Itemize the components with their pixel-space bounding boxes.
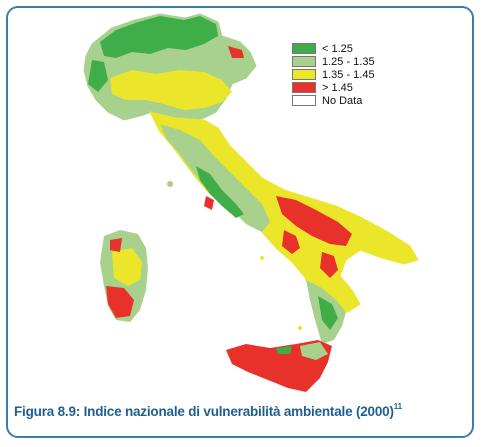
legend-label: No Data (322, 94, 363, 107)
caption-footnote: 11 (393, 402, 402, 411)
map-island-elba (167, 181, 173, 187)
legend-item (292, 81, 402, 94)
map-island-eolie (298, 326, 302, 330)
legend-item (292, 94, 402, 107)
map-island-capri (260, 256, 264, 260)
legend-swatch (292, 43, 316, 54)
legend (292, 42, 402, 107)
legend-swatch (292, 95, 316, 106)
figure-caption (14, 404, 402, 419)
legend-swatch (292, 69, 316, 80)
legend-swatch (292, 82, 316, 93)
caption-text: Figura 8.9: Indice nazionale di vulnerabilità ambientale (2000) (14, 404, 394, 419)
legend-swatch (292, 56, 316, 67)
legend-label: 1.35 - 1.45 (322, 68, 375, 81)
legend-item (292, 55, 402, 68)
legend-label: 1.25 - 1.35 (322, 55, 375, 68)
legend-item (292, 68, 402, 81)
legend-label: > 1.45 (322, 81, 353, 94)
map-sardinia-red-2 (110, 238, 122, 252)
legend-label: < 1.25 (322, 42, 353, 55)
map-red-lazio (204, 196, 214, 210)
legend-item (292, 42, 402, 55)
